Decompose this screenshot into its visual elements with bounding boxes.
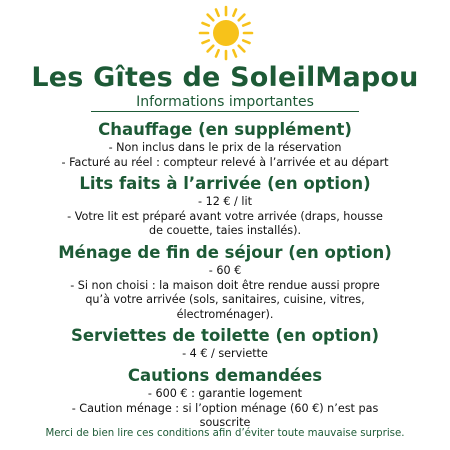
section-title: Chauffage (en supplément) [98, 120, 352, 139]
subtitle-underline [91, 111, 359, 112]
section-line: - 12 € / lit [198, 195, 252, 209]
section-line: - 600 € : garantie logement [147, 386, 303, 400]
section-line: - Votre lit est préparé avant votre arrivée (draps, housse [67, 209, 383, 223]
footer-note: Merci de bien lire ces conditions afin d’éviter toute mauvaise surprise. [45, 428, 405, 439]
section-line: - 60 € [208, 263, 242, 277]
section-lits [0, 173, 450, 239]
section-chauffage [0, 119, 450, 170]
section-line: électroménager). [176, 307, 274, 321]
info-sections [0, 119, 450, 431]
sun-icon [197, 4, 255, 62]
brand-title: Les Gîtes de SoleilMapou [31, 62, 419, 93]
section-line: - Facturé au réel : compteur relevé à l’arrivée et au départ [61, 155, 389, 169]
section-line: - 4 € / serviette [182, 347, 268, 361]
section-title: Lits faits à l’arrivée (en option) [79, 174, 371, 194]
section-line: - Non inclus dans le prix de la réservation [108, 141, 342, 154]
section-cautions [0, 365, 450, 431]
section-line: qu’à votre arrivée (sols, sanitaires, cuisine, vitres, [85, 293, 365, 307]
section-line: souscrite [199, 416, 251, 430]
section-line: - Caution ménage : si l’option ménage (60 €) n’est pas [71, 401, 379, 415]
section-menage [0, 242, 450, 322]
section-line: - Si non choisi : la maison doit être rendue aussi propre [70, 278, 380, 292]
section-line: de couette, taies installés). [148, 224, 301, 238]
section-serviettes [0, 325, 450, 362]
section-title: Cautions demandées [127, 365, 323, 385]
page-subtitle: Informations importantes [136, 94, 314, 110]
section-title: Ménage de fin de séjour (en option) [58, 242, 392, 262]
section-title: Serviettes de toilette (en option) [70, 326, 380, 346]
